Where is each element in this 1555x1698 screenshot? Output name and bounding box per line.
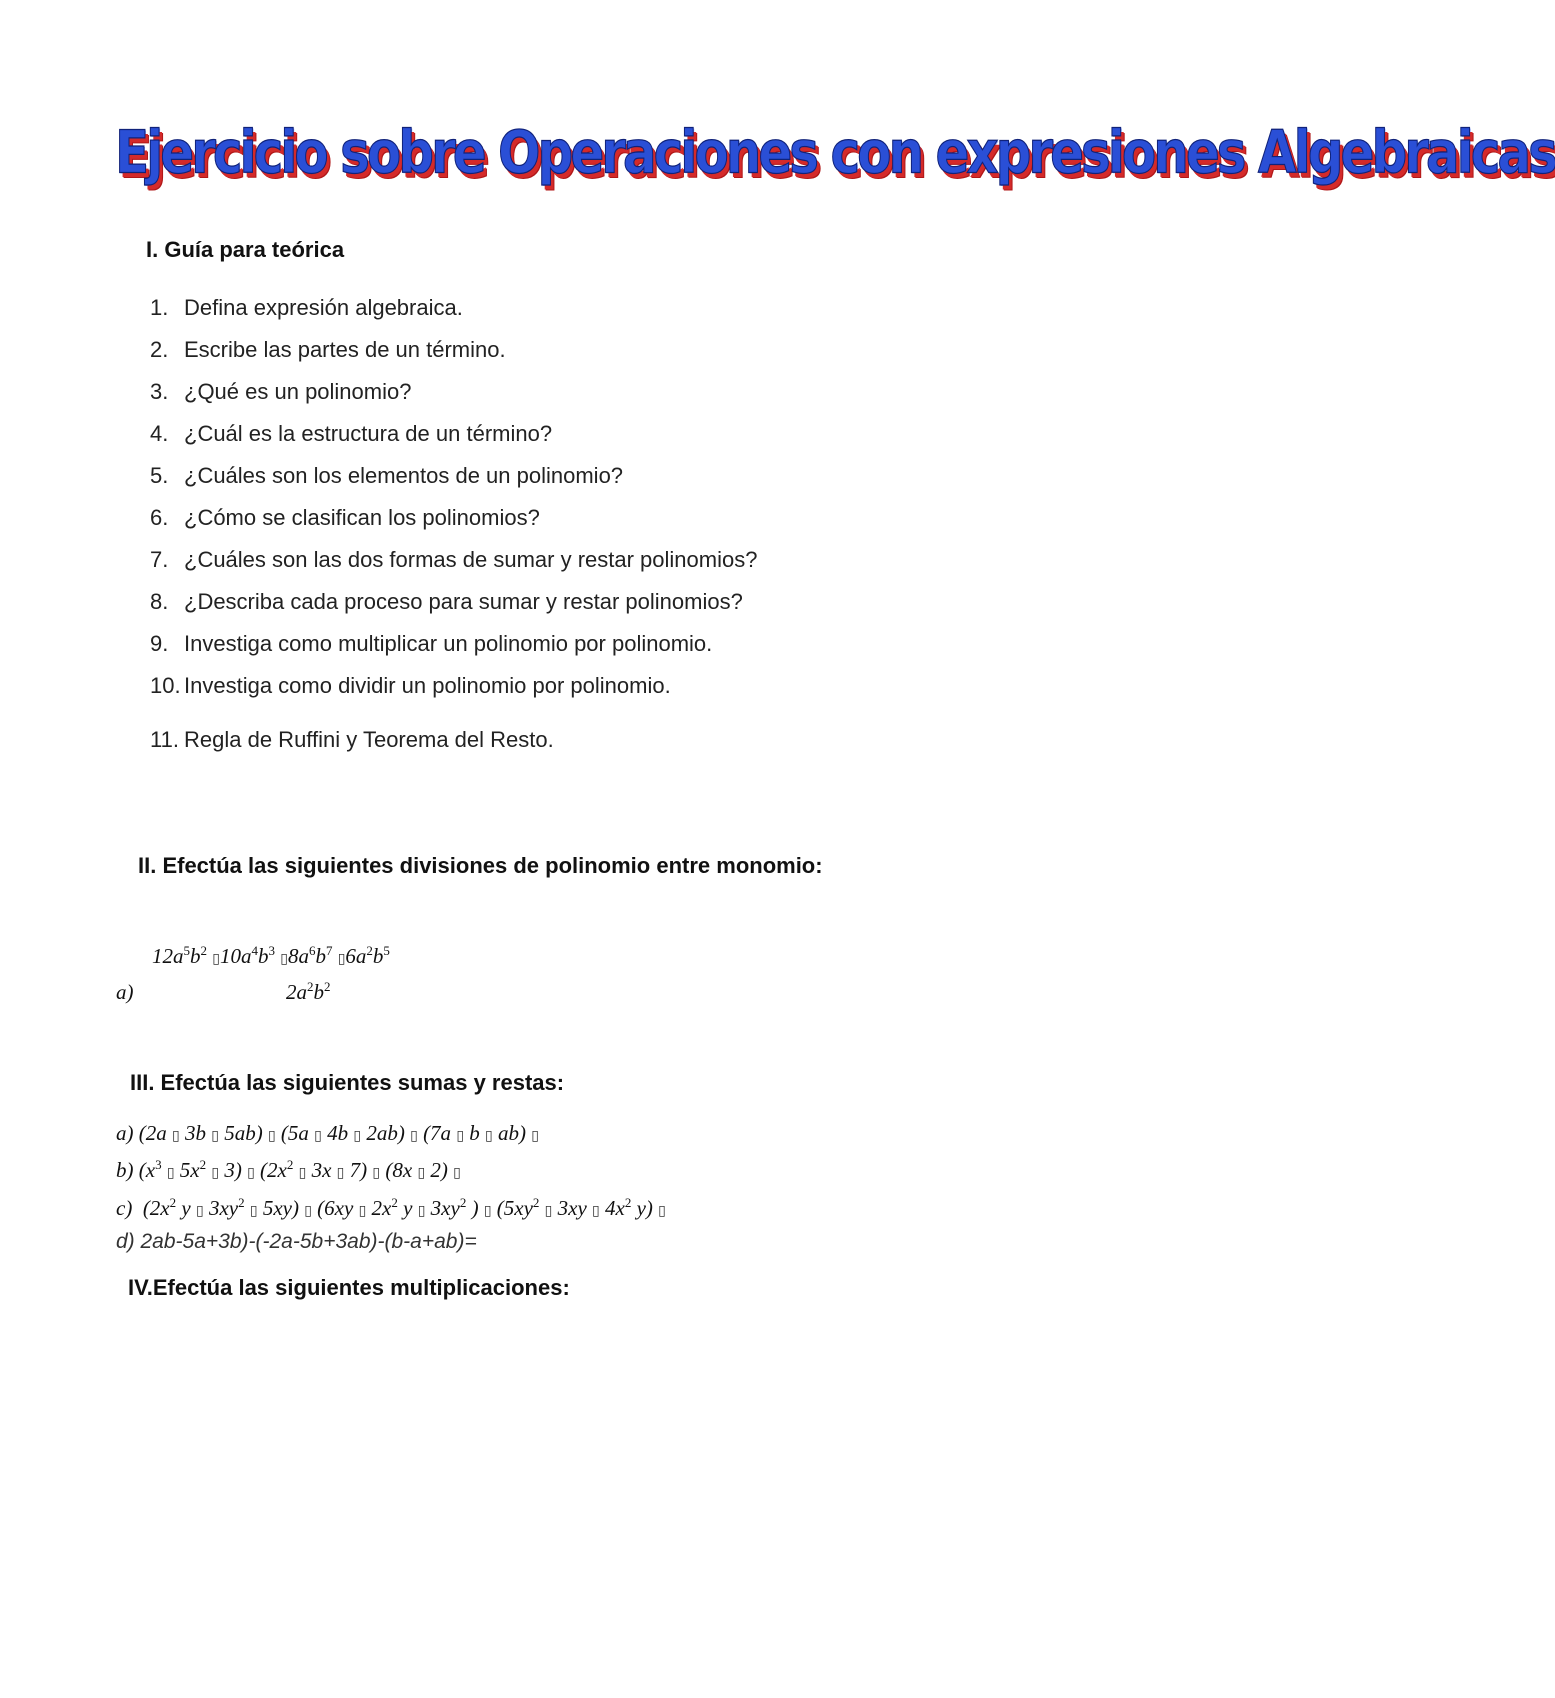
list-item-number: 1. bbox=[150, 295, 169, 320]
document-title: Ejercicio sobre Operaciones con expresiones Algebraicas bbox=[115, 118, 1555, 187]
list-item-text: ¿Cómo se clasifican los polinomios? bbox=[184, 505, 540, 530]
list-item bbox=[150, 673, 671, 699]
list-item-text: ¿Qué es un polinomio? bbox=[184, 379, 412, 404]
list-item bbox=[150, 295, 463, 321]
list-item-text: ¿Cuáles son los elementos de un polinomio? bbox=[184, 463, 624, 488]
list-item-number: 9. bbox=[150, 631, 169, 656]
division-label: a) bbox=[116, 980, 134, 1004]
list-item-number: 3. bbox=[150, 379, 169, 404]
list-item-number: 5. bbox=[150, 463, 169, 488]
list-item bbox=[150, 589, 743, 615]
list-item-number: 8. bbox=[150, 589, 169, 614]
sum-line-b: b) ($x^3$ ▯ $5x^2$ ▯ 3) ▯ ($2x^2$ ▯ 3x ▯ 7) ▯ (8x ▯ 2) ▯ bbox=[116, 1157, 461, 1182]
sum-line-c: c) ($2x^2$ y ▯ $3xy^2$ ▯ 5xy) ▯ (6xy ▯ $2x^2$ y ▯ $3xy^2$ ) ▯ ($5xy^2$ ▯ 3xy ▯ $4x^2$ y) ▯ bbox=[116, 1195, 666, 1220]
list-item-text: Investiga como multiplicar un polinomio por polinomio. bbox=[184, 631, 713, 656]
list-item bbox=[150, 463, 623, 489]
list-item-number: 2. bbox=[150, 337, 169, 362]
section-1-heading: I. Guía para teórica bbox=[146, 237, 345, 262]
section-3-heading: III. Efectúa las siguientes sumas y restas: bbox=[130, 1070, 565, 1095]
sum-line-a: a) (2a ▯ 3b ▯ 5ab) ▯ (5a ▯ 4b ▯ 2ab) ▯ (7a ▯ b ▯ ab) ▯ bbox=[116, 1121, 539, 1145]
sum-line-d: d) 2ab-5a+3b)-(-2a-5b+3ab)-(b-a+ab)= bbox=[116, 1230, 477, 1253]
list-item bbox=[150, 505, 540, 531]
list-item-text: ¿Cuál es la estructura de un término? bbox=[184, 421, 553, 446]
division-denominator: $2a^2b^2$ bbox=[286, 979, 331, 1004]
list-item-number: 4. bbox=[150, 421, 169, 446]
list-item-number: 7. bbox=[150, 547, 169, 572]
list-item-text: ¿Cuáles son las dos formas de sumar y restar polinomios? bbox=[184, 547, 758, 572]
division-numerator: $12a^5b^2$ $▯10a^4b^3$ $▯8a^6b^7$ $▯6a^2b^5$ bbox=[152, 943, 390, 968]
section-4-heading: IV.Efectúa las siguientes multiplicaciones: bbox=[128, 1275, 570, 1300]
list-item-text: Investiga como dividir un polinomio por polinomio. bbox=[184, 673, 671, 698]
list-item-text: Escribe las partes de un término. bbox=[184, 337, 506, 362]
list-item bbox=[150, 631, 712, 657]
list-item-number: 6. bbox=[150, 505, 169, 530]
list-item bbox=[150, 727, 554, 753]
list-item-number: 10. bbox=[150, 673, 181, 698]
list-item bbox=[150, 421, 552, 447]
list-item-text: Regla de Ruffini y Teorema del Resto. bbox=[184, 727, 554, 752]
list-item bbox=[150, 547, 757, 573]
list-item-text: Defina expresión algebraica. bbox=[184, 295, 463, 320]
list-item-text: ¿Describa cada proceso para sumar y restar polinomios? bbox=[184, 589, 743, 614]
list-item bbox=[150, 337, 506, 363]
section-2-heading: II. Efectúa las siguientes divisiones de polinomio entre monomio: bbox=[138, 853, 823, 878]
list-item bbox=[150, 379, 411, 405]
list-item-number: 11. bbox=[150, 727, 179, 752]
